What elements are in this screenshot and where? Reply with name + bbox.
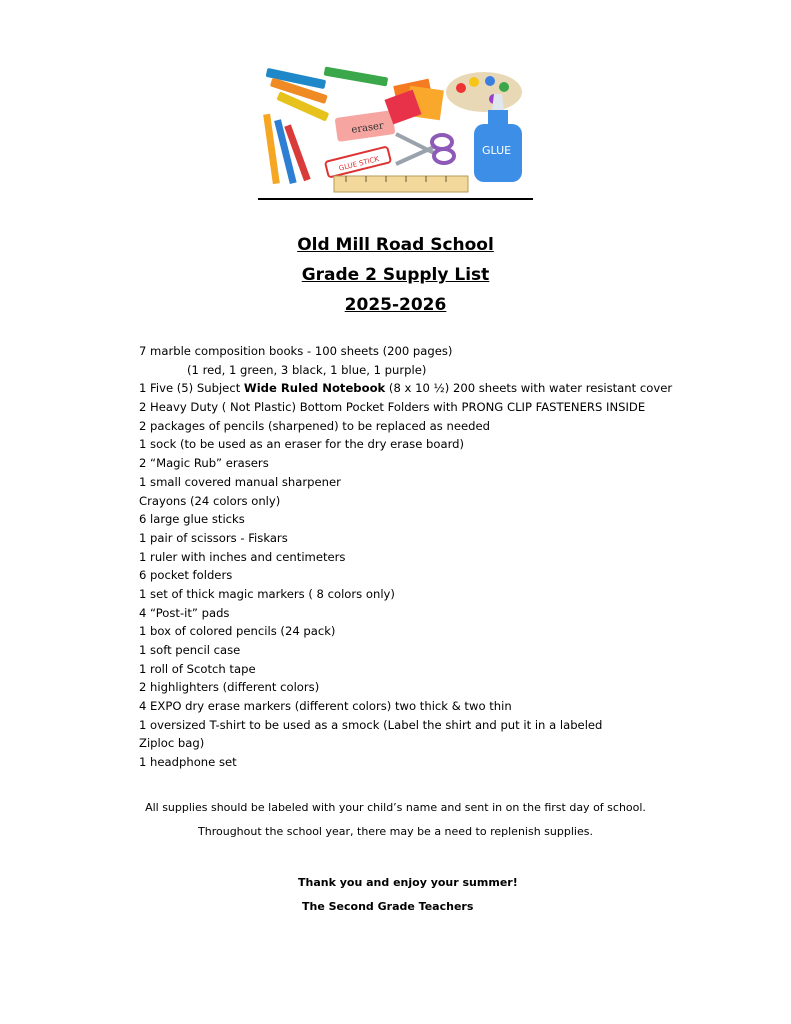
glue-stick-icon xyxy=(325,146,391,177)
list-item xyxy=(139,379,699,398)
labeling-note: All supplies should be labeled with your child’s name and sent in on the first day of school. xyxy=(145,801,646,814)
list-title: Grade 2 Supply List xyxy=(301,265,490,285)
replenish-note: Throughout the school year, there may be a need to replenish supplies. xyxy=(198,825,593,838)
school-supplies-clipart xyxy=(256,64,536,199)
list-item: 2 Heavy Duty ( Not Plastic) Bottom Pocket Folders with PRONG CLIP FASTENERS INSIDE xyxy=(139,400,646,415)
list-item-continued: Ziploc bag) xyxy=(139,736,205,751)
list-item: 2 highlighters (different colors) xyxy=(139,680,320,695)
school-name: Old Mill Road School xyxy=(297,235,494,255)
list-item: 1 ruler with inches and centimeters xyxy=(139,549,346,564)
header-divider xyxy=(258,198,533,200)
list-item: Crayons (24 colors only) xyxy=(139,493,281,508)
list-item: 2 “Magic Rub” erasers xyxy=(139,456,269,471)
list-item: 4 “Post-it” pads xyxy=(139,605,230,620)
supply-list xyxy=(139,342,699,772)
list-item: 6 pocket folders xyxy=(139,568,233,583)
scissors-icon xyxy=(396,134,454,164)
item-text: 1 Five (5) Subject xyxy=(139,381,244,396)
school-year: 2025-2026 xyxy=(344,295,447,315)
list-item: 1 soft pencil case xyxy=(139,643,241,657)
list-item: 2 packages of pencils (sharpened) to be replaced as needed xyxy=(139,418,490,433)
title-block xyxy=(0,230,791,320)
list-item: 1 small covered manual sharpener xyxy=(139,474,341,489)
list-item: 1 box of colored pencils (24 pack) xyxy=(139,624,336,639)
item-text: (8 x 10 ½) 200 sheets with water resistant cover xyxy=(385,381,673,396)
list-item: 1 sock (to be used as an eraser for the dry erase board) xyxy=(139,437,465,452)
closing-signature: The Second Grade Teachers xyxy=(302,900,474,913)
post-it-pads-icon xyxy=(384,79,443,125)
list-item: 4 EXPO dry erase markers (different colors) two thick & two thin xyxy=(139,699,512,714)
ruler-icon xyxy=(334,176,468,192)
list-item: 1 set of thick magic markers ( 8 colors only) xyxy=(139,586,395,601)
svg-text:GLUE STICK: GLUE STICK xyxy=(338,154,380,173)
colored-pencils-icon xyxy=(263,114,311,184)
paint-palette-icon xyxy=(446,72,522,112)
list-item: 6 large glue sticks xyxy=(139,512,245,527)
item-bold-text: Wide Ruled Notebook xyxy=(243,381,386,396)
closing-thanks: Thank you and enjoy your summer! xyxy=(298,876,518,889)
list-item: 1 headphone set xyxy=(139,755,237,770)
list-item: 7 marble composition books - 100 sheets (200 pages) xyxy=(139,344,453,358)
svg-text:GLUE: GLUE xyxy=(482,144,512,157)
list-item: 1 oversized T-shirt to be used as a smock (Label the shirt and put it in a labeled xyxy=(139,717,603,732)
svg-text:eraser: eraser xyxy=(350,120,385,136)
list-item: 1 pair of scissors - Fiskars xyxy=(139,530,288,545)
list-item-subnote: (1 red, 1 green, 3 black, 1 blue, 1 purple) xyxy=(187,362,427,377)
list-item: 1 roll of Scotch tape xyxy=(139,661,256,676)
eraser-icon xyxy=(335,110,396,142)
